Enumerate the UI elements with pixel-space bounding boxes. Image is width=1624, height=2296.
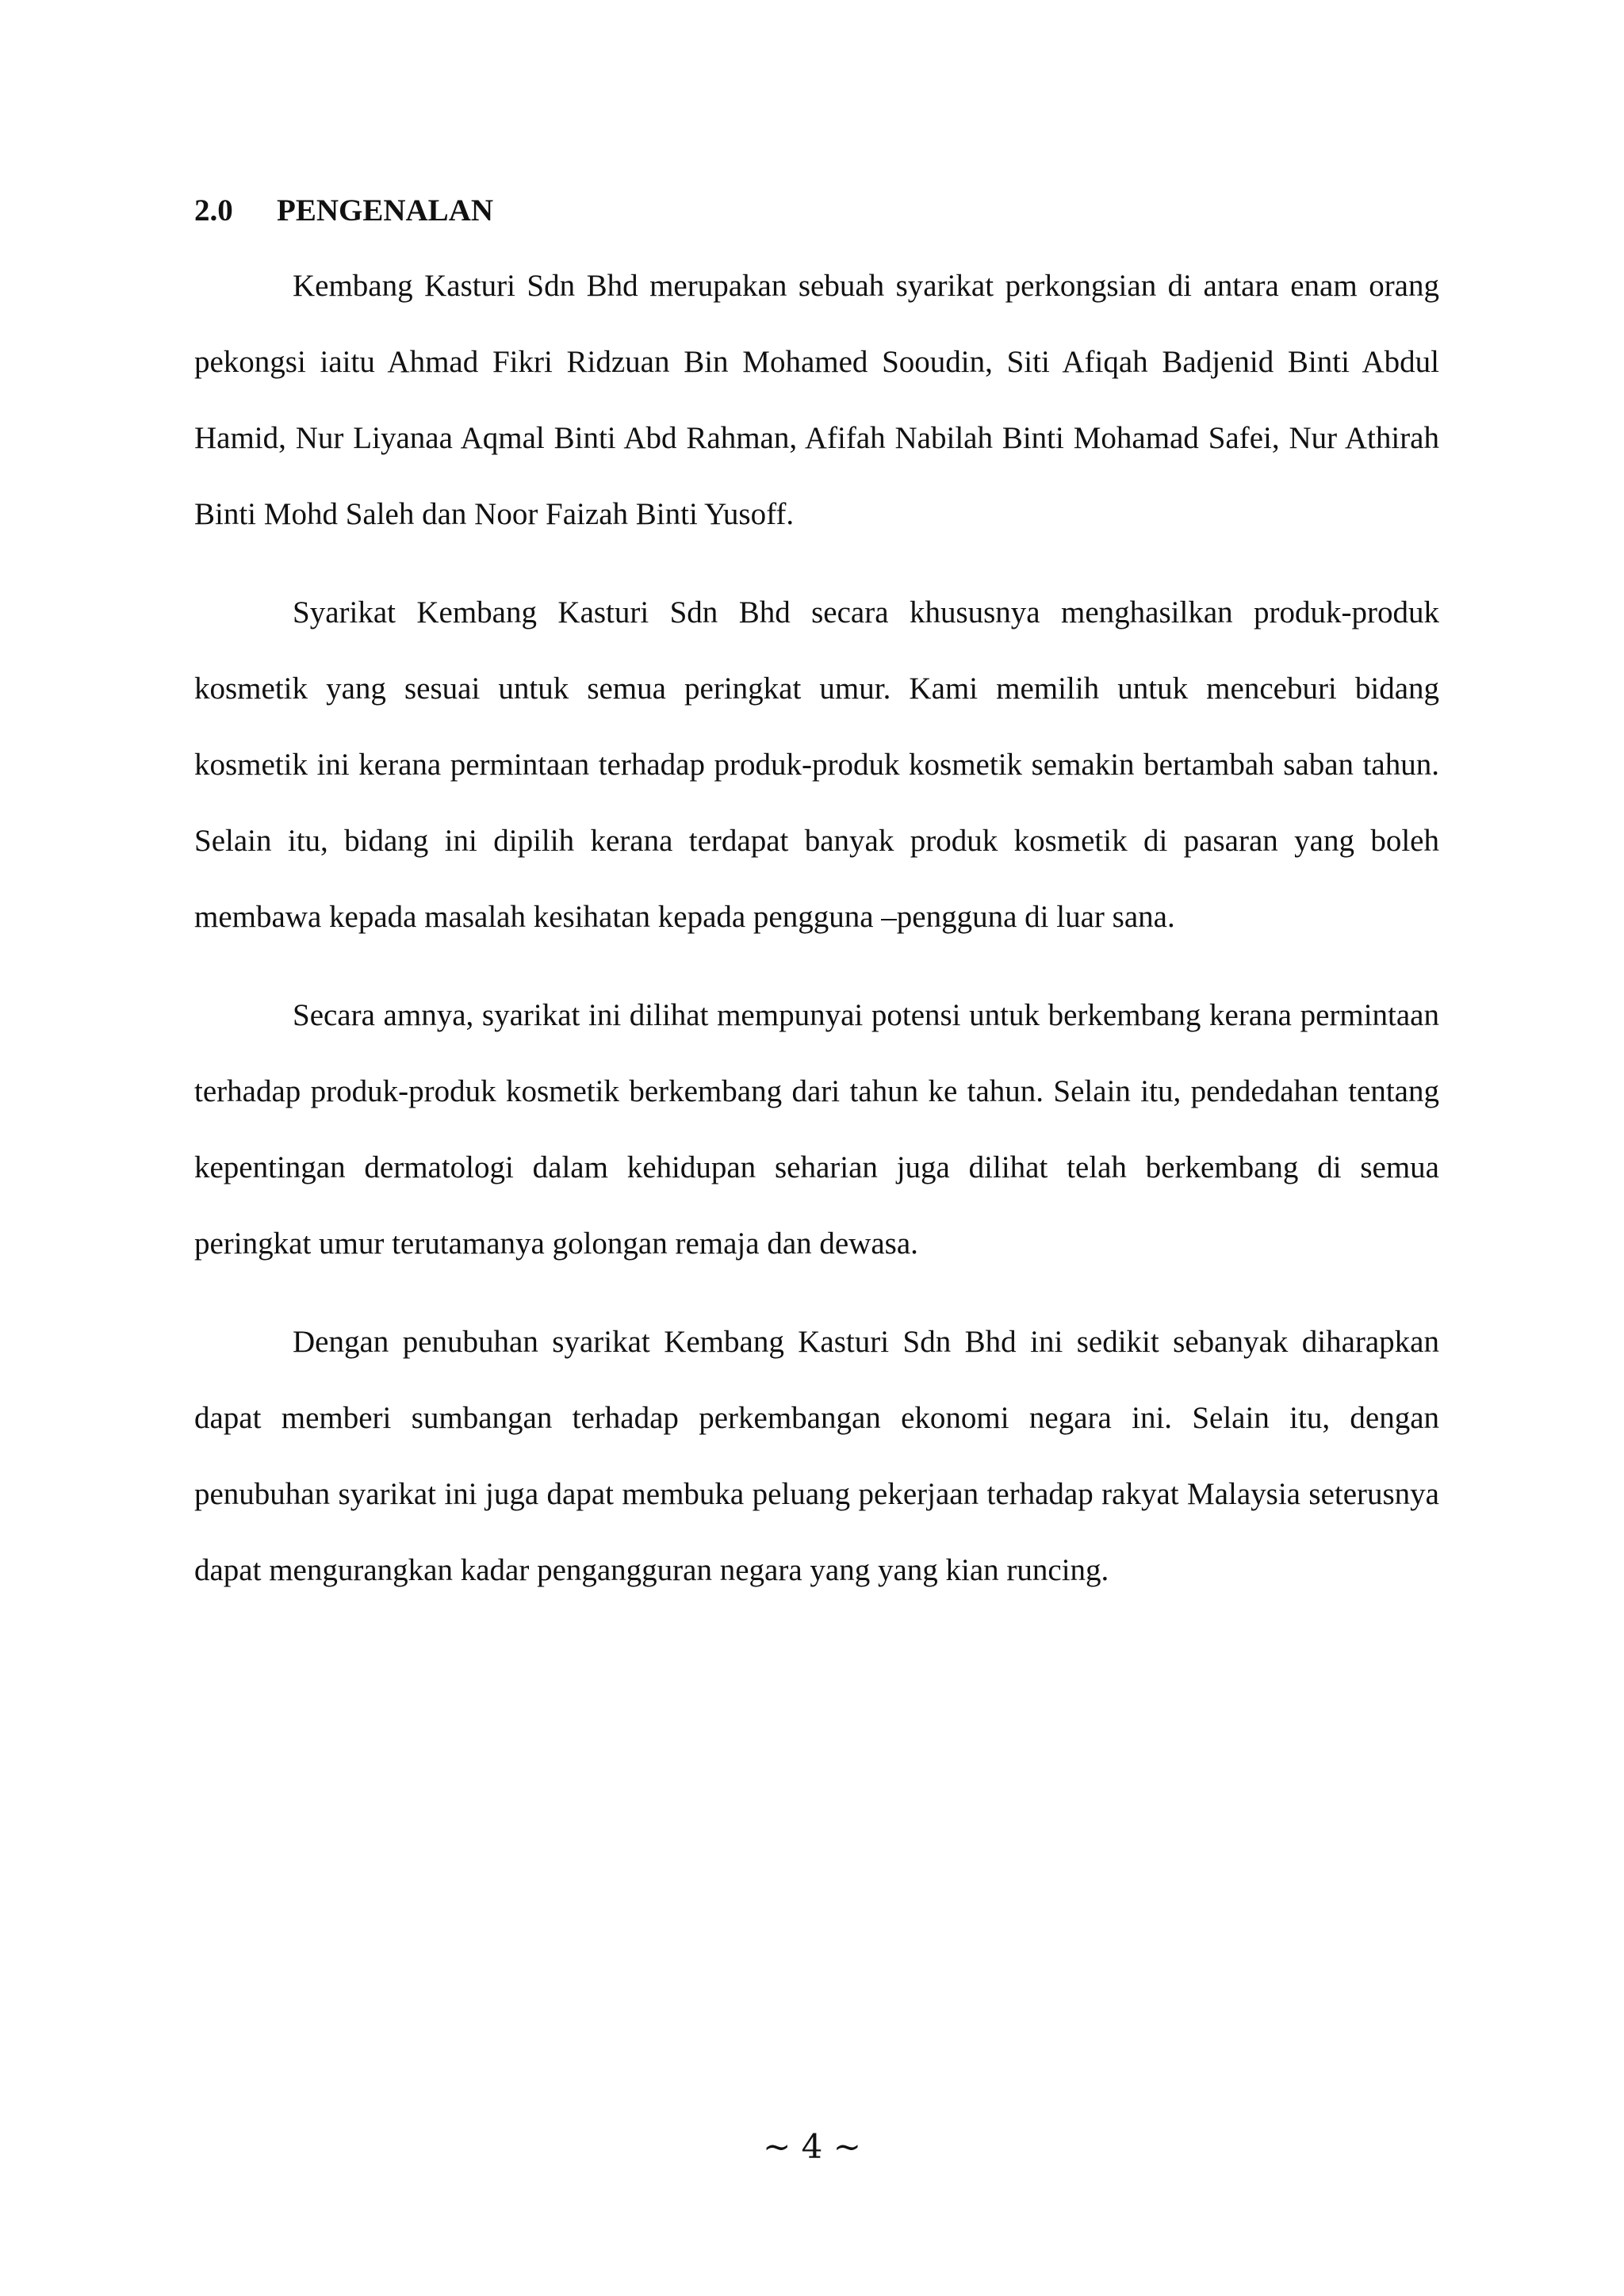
paragraph-4: Dengan penubuhan syarikat Kembang Kasturi Sdn Bhd ini sedikit sebanyak diharapkan dapat memberi sumbangan terhadap perkembangan ekonomi negara ini. Selain itu, dengan penubuhan syarikat ini juga dapat membuka peluang pekerjaan terhadap rakyat Malaysia seterusnya dapat mengurangkan kadar pengangguran negara yang yang kian runcing. bbox=[194, 1325, 1439, 1587]
section-title: PENGENALAN bbox=[277, 193, 494, 228]
page-content bbox=[194, 190, 1439, 1609]
paragraph-3: Secara amnya, syarikat ini dilihat mempunyai potensi untuk berkembang kerana permintaan terhadap produk-produk kosmetik berkembang dari tahun ke tahun. Selain itu, pendedahan tentang kepentingan dermatologi dalam kehidupan seharian juga dilihat telah berkembang di semua peringkat umur terutamanya golongan remaja dan dewasa. bbox=[194, 998, 1439, 1261]
section-number: 2.0 bbox=[194, 193, 233, 228]
paragraph-1: Kembang Kasturi Sdn Bhd merupakan sebuah syarikat perkongsian di antara enam orang pekongsi iaitu Ahmad Fikri Ridzuan Bin Mohamed Sooudin, Siti Afiqah Badjenid Binti Abdul Hamid, Nur Liyanaa Aqmal Binti Abd Rahman, Afifah Nabilah Binti Mohamad Safei, Nur Athirah Binti Mohd Saleh dan Noor Faizah Binti Yusoff. bbox=[194, 269, 1439, 531]
section-heading bbox=[194, 190, 1439, 232]
paragraph-2: Syarikat Kembang Kasturi Sdn Bhd secara khususnya menghasilkan produk-produk kosmetik yang sesuai untuk semua peringkat umur. Kami memilih untuk menceburi bidang kosmetik ini kerana permintaan terhadap produk-produk kosmetik semakin bertambah saban tahun. Selain itu, bidang ini dipilih kerana terdapat banyak produk kosmetik di pasaran yang boleh membawa kepada masalah kesihatan kepada pengguna –pengguna di luar sana. bbox=[194, 595, 1439, 934]
page-number: ~ 4 ~ bbox=[763, 2127, 861, 2166]
